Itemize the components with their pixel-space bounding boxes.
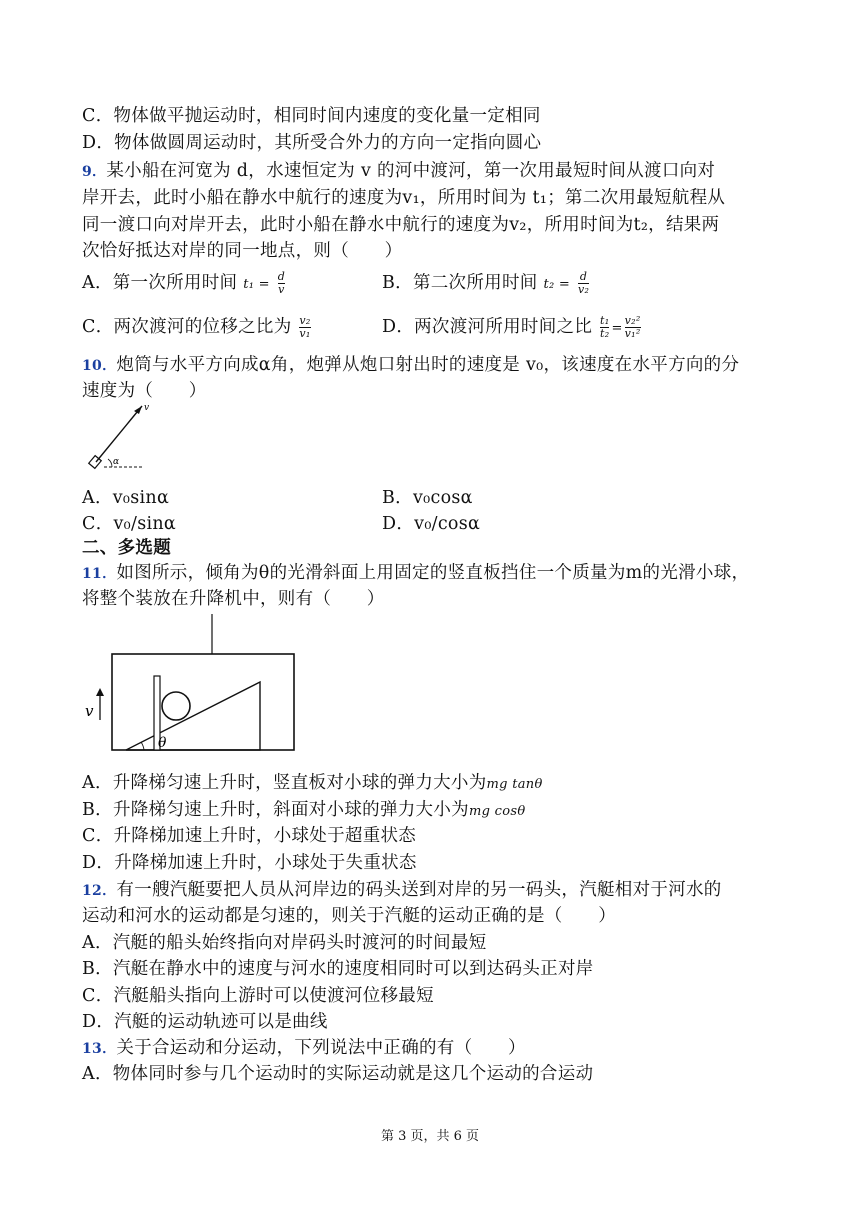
q9-a-fraction — [278, 271, 285, 296]
q8-option-d: D．物体做圆周运动时，其所受合外力的方向一定指向圆心 — [82, 133, 542, 153]
q9-d-numerator-2: v₂² — [624, 314, 641, 327]
q11-option-b-text: B．升降梯匀速上升时，斜面对小球的弹力大小为 — [82, 800, 469, 820]
q9-number: 9． — [82, 164, 107, 180]
elevator-figure — [82, 614, 302, 754]
q11-b-expression: mg cosθ — [468, 804, 526, 819]
q12-number: 12． — [82, 883, 117, 899]
q11-option-b — [82, 797, 525, 825]
q13-number: 13． — [82, 1041, 117, 1057]
q9-option-a — [82, 270, 287, 298]
q11-number: 11． — [82, 566, 117, 582]
q11-a-expression: mg tanθ — [486, 777, 543, 792]
cannon-figure — [82, 400, 172, 480]
q11-option-a — [82, 770, 543, 798]
q9-option-b-text: B．第二次所用时间 — [382, 273, 538, 293]
q10-line-1 — [82, 352, 739, 379]
q10-option-c: C．v₀/sinα — [82, 514, 177, 534]
q11-text-1: 如图所示，倾角为θ的光滑斜面上用固定的竖直板挡住一个质量为m的光滑小球， — [116, 563, 750, 583]
q9-d-fraction-2 — [625, 315, 641, 340]
q8-option-c: C．物体做平抛运动时，相同时间内速度的变化量一定相同 — [82, 106, 541, 126]
q9-option-a-text: A．第一次所用时间 — [82, 273, 238, 293]
q9-c-denominator: v₁ — [299, 327, 311, 340]
q9-text-1: 某小船在河宽为 d，水速恒定为 v 的河中渡河，第一次用最短时间从渡口向对 — [106, 161, 716, 181]
q9-line-4: 次恰好抵达对岸的同一地点，则（ ） — [82, 241, 403, 261]
q11-line-1 — [82, 560, 749, 587]
q9-d-equals: = — [611, 321, 623, 336]
section-heading-multi-choice: 二、多选题 — [82, 538, 171, 558]
q11-line-2: 将整个装放在升降机中，则有（ ） — [82, 589, 385, 609]
q11-option-d: D．升降梯加速上升时，小球处于失重状态 — [82, 853, 417, 873]
q12-line-1 — [82, 877, 722, 904]
q9-d-denominator-1: t₂ — [600, 327, 610, 340]
page-footer: 第 3 页，共 6 页 — [380, 1129, 480, 1144]
q12-option-b: B．汽艇在静水中的速度与河水的速度相同时可以到达码头正对岸 — [82, 959, 594, 979]
q10-option-a: A．v₀sinα — [82, 488, 170, 508]
q9-option-c-text: C．两次渡河的位移之比为 — [82, 317, 292, 337]
q9-d-numerator-1: t₁ — [600, 314, 610, 327]
elevator-velocity-label: v — [85, 702, 94, 720]
q9-a-numerator: d — [277, 270, 286, 283]
q9-c-fraction — [299, 315, 310, 340]
q13-text-1: 关于合运动和分运动，下列说法中正确的有（ ） — [116, 1038, 526, 1058]
q9-c-numerator: v₂ — [299, 314, 311, 327]
q12-option-d: D．汽艇的运动轨迹可以是曲线 — [82, 1012, 328, 1032]
q9-option-b — [382, 270, 591, 298]
q10-option-d: D．v₀/cosα — [382, 514, 481, 534]
q9-a-denominator: v — [278, 283, 285, 296]
q9-d-denominator-2: v₁² — [624, 327, 641, 340]
q11-option-a-text: A．升降梯匀速上升时，竖直板对小球的弹力大小为 — [82, 773, 487, 793]
q12-line-2: 运动和河水的运动都是匀速的，则关于汽艇的运动正确的是（ ） — [82, 906, 616, 926]
q9-d-fraction-1 — [600, 315, 609, 340]
q10-option-b: B．v₀cosα — [382, 488, 473, 508]
cannon-velocity-label: v — [144, 403, 150, 413]
q9-option-d — [382, 314, 643, 342]
q13-line-1 — [82, 1035, 526, 1062]
q12-text-1: 有一艘汽艇要把人员从河岸边的码头送到对岸的另一码头，汽艇相对于河水的 — [116, 880, 722, 900]
q12-option-c: C．汽艇船头指向上游时可以使渡河位移最短 — [82, 986, 434, 1006]
q10-number: 10． — [82, 358, 117, 374]
q9-line-1 — [82, 158, 715, 185]
q9-a-lhs: t₁ = — [243, 277, 270, 292]
incline-angle-label: θ — [158, 735, 167, 751]
q10-text-1: 炮筒与水平方向成α角，炮弹从炮口射出时的速度是 v₀，该速度在水平方向的分 — [116, 355, 740, 375]
q9-option-c — [82, 314, 313, 340]
q12-option-a: A．汽艇的船头始终指向对岸码头时渡河的时间最短 — [82, 933, 487, 953]
q9-b-denominator: v₂ — [577, 283, 590, 296]
q11-option-c: C．升降梯加速上升时，小球处于超重状态 — [82, 826, 417, 846]
q9-b-numerator: d — [579, 270, 588, 283]
q9-b-fraction — [578, 271, 589, 296]
cannon-angle-label: α — [113, 457, 120, 467]
q9-option-d-text: D．两次渡河所用时间之比 — [382, 317, 593, 337]
q9-line-2: 岸开去，此时小船在静水中航行的速度为v₁，所用时间为 t₁；第二次用最短航程从 — [82, 188, 726, 208]
q10-line-2: 速度为（ ） — [82, 381, 207, 401]
q9-b-lhs: t₂ = — [543, 277, 571, 292]
q9-line-3: 同一渡口向对岸开去，此时小船在静水中航行的速度为v₂，所用时间为t₂，结果两 — [82, 215, 720, 235]
q13-option-a: A．物体同时参与几个运动时的实际运动就是这几个运动的合运动 — [82, 1064, 594, 1084]
